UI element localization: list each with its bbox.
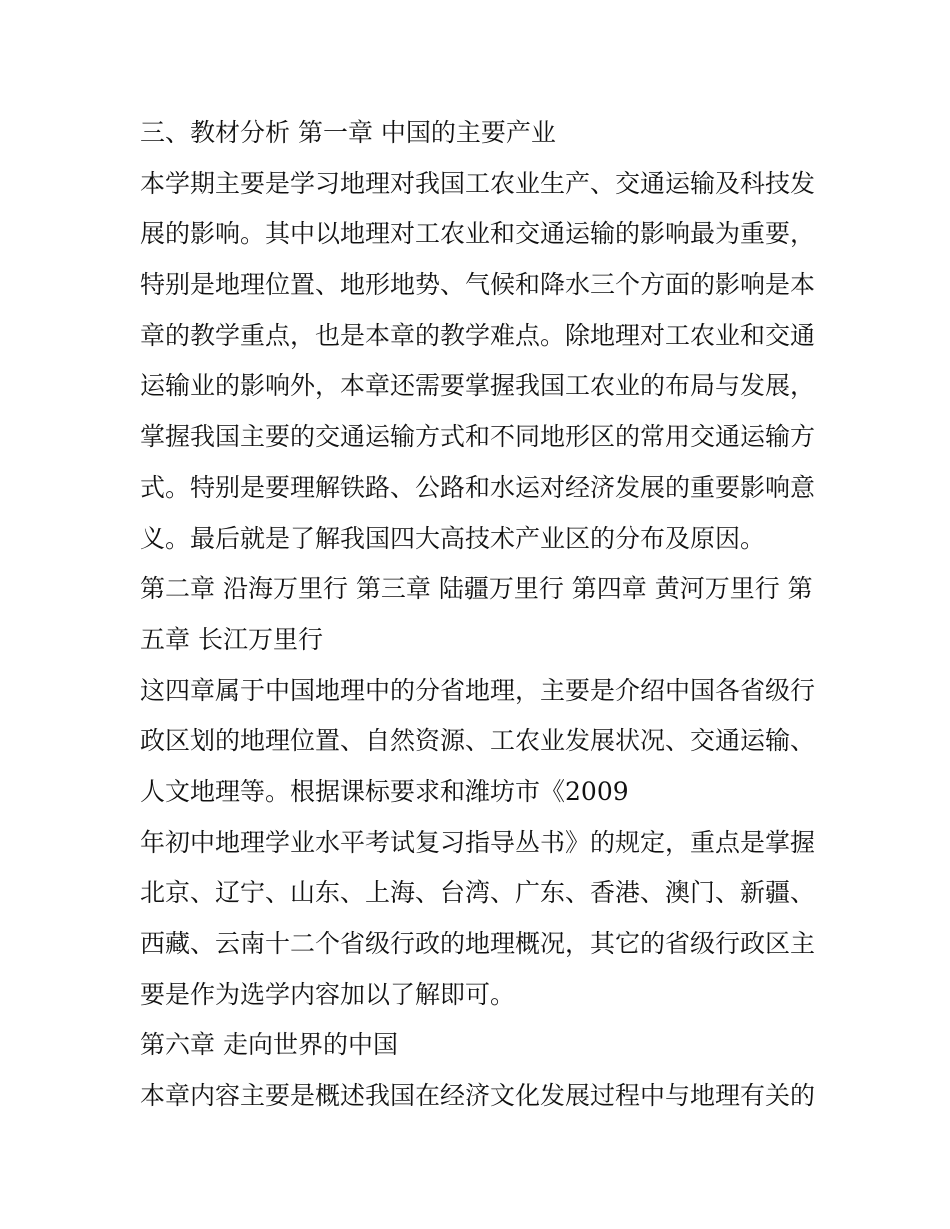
paragraph-line: 北京、辽宁、山东、上海、台湾、广东、香港、澳门、新疆、 (140, 878, 816, 908)
paragraph-line: 义。最后就是了解我国四大高技术产业区的分布及原因。 (140, 523, 766, 553)
paragraph-line: 要是作为选学内容加以了解即可。 (140, 979, 516, 1009)
paragraph-line: 章的教学重点，也是本章的教学难点。除地理对工农业和交通 (140, 320, 816, 350)
paragraph-line: 本章内容主要是概述我国在经济文化发展过程中与地理有关的 (140, 1081, 816, 1111)
chapter-heading-line: 五章 长江万里行 (140, 624, 323, 654)
paragraph-line: 掌握我国主要的交通运输方式和不同地形区的常用交通运输方 (140, 422, 816, 452)
paragraph-line: 展的影响。其中以地理对工农业和交通运输的影响最为重要， (140, 219, 816, 249)
paragraph-line: 政区划的地理位置、自然资源、工农业发展状况、交通运输、 (140, 726, 816, 756)
paragraph-line: 特别是地理位置、地形地势、气候和降水三个方面的影响是本 (140, 270, 816, 300)
chapter-heading-line: 第二章 沿海万里行 第三章 陆疆万里行 第四章 黄河万里行 第 (140, 574, 813, 604)
document-body (140, 108, 820, 1122)
paragraph-line: 运输业的影响外，本章还需要掌握我国工农业的布局与发展， (140, 371, 816, 401)
paragraph-line: 年初中地理学业水平考试复习指导丛书》的规定，重点是掌握 (140, 827, 816, 857)
chapter-heading-line: 第六章 走向世界的中国 (140, 1030, 398, 1060)
section-heading-line: 三、教材分析 第一章 中国的主要产业 (140, 118, 556, 147)
paragraph-line: 西藏、云南十二个省级行政的地理概况，其它的省级行政区主 (140, 929, 816, 958)
paragraph-line: 本学期主要是学习地理对我国工农业生产、交通运输及科技发 (140, 168, 816, 198)
paragraph-line: 式。特别是要理解铁路、公路和水运对经济发展的重要影响意 (140, 472, 816, 502)
paragraph-line: 人文地理等。根据课标要求和潍坊市《2009 (140, 776, 629, 806)
paragraph-line: 这四章属于中国地理中的分省地理，主要是介绍中国各省级行 (140, 675, 816, 705)
